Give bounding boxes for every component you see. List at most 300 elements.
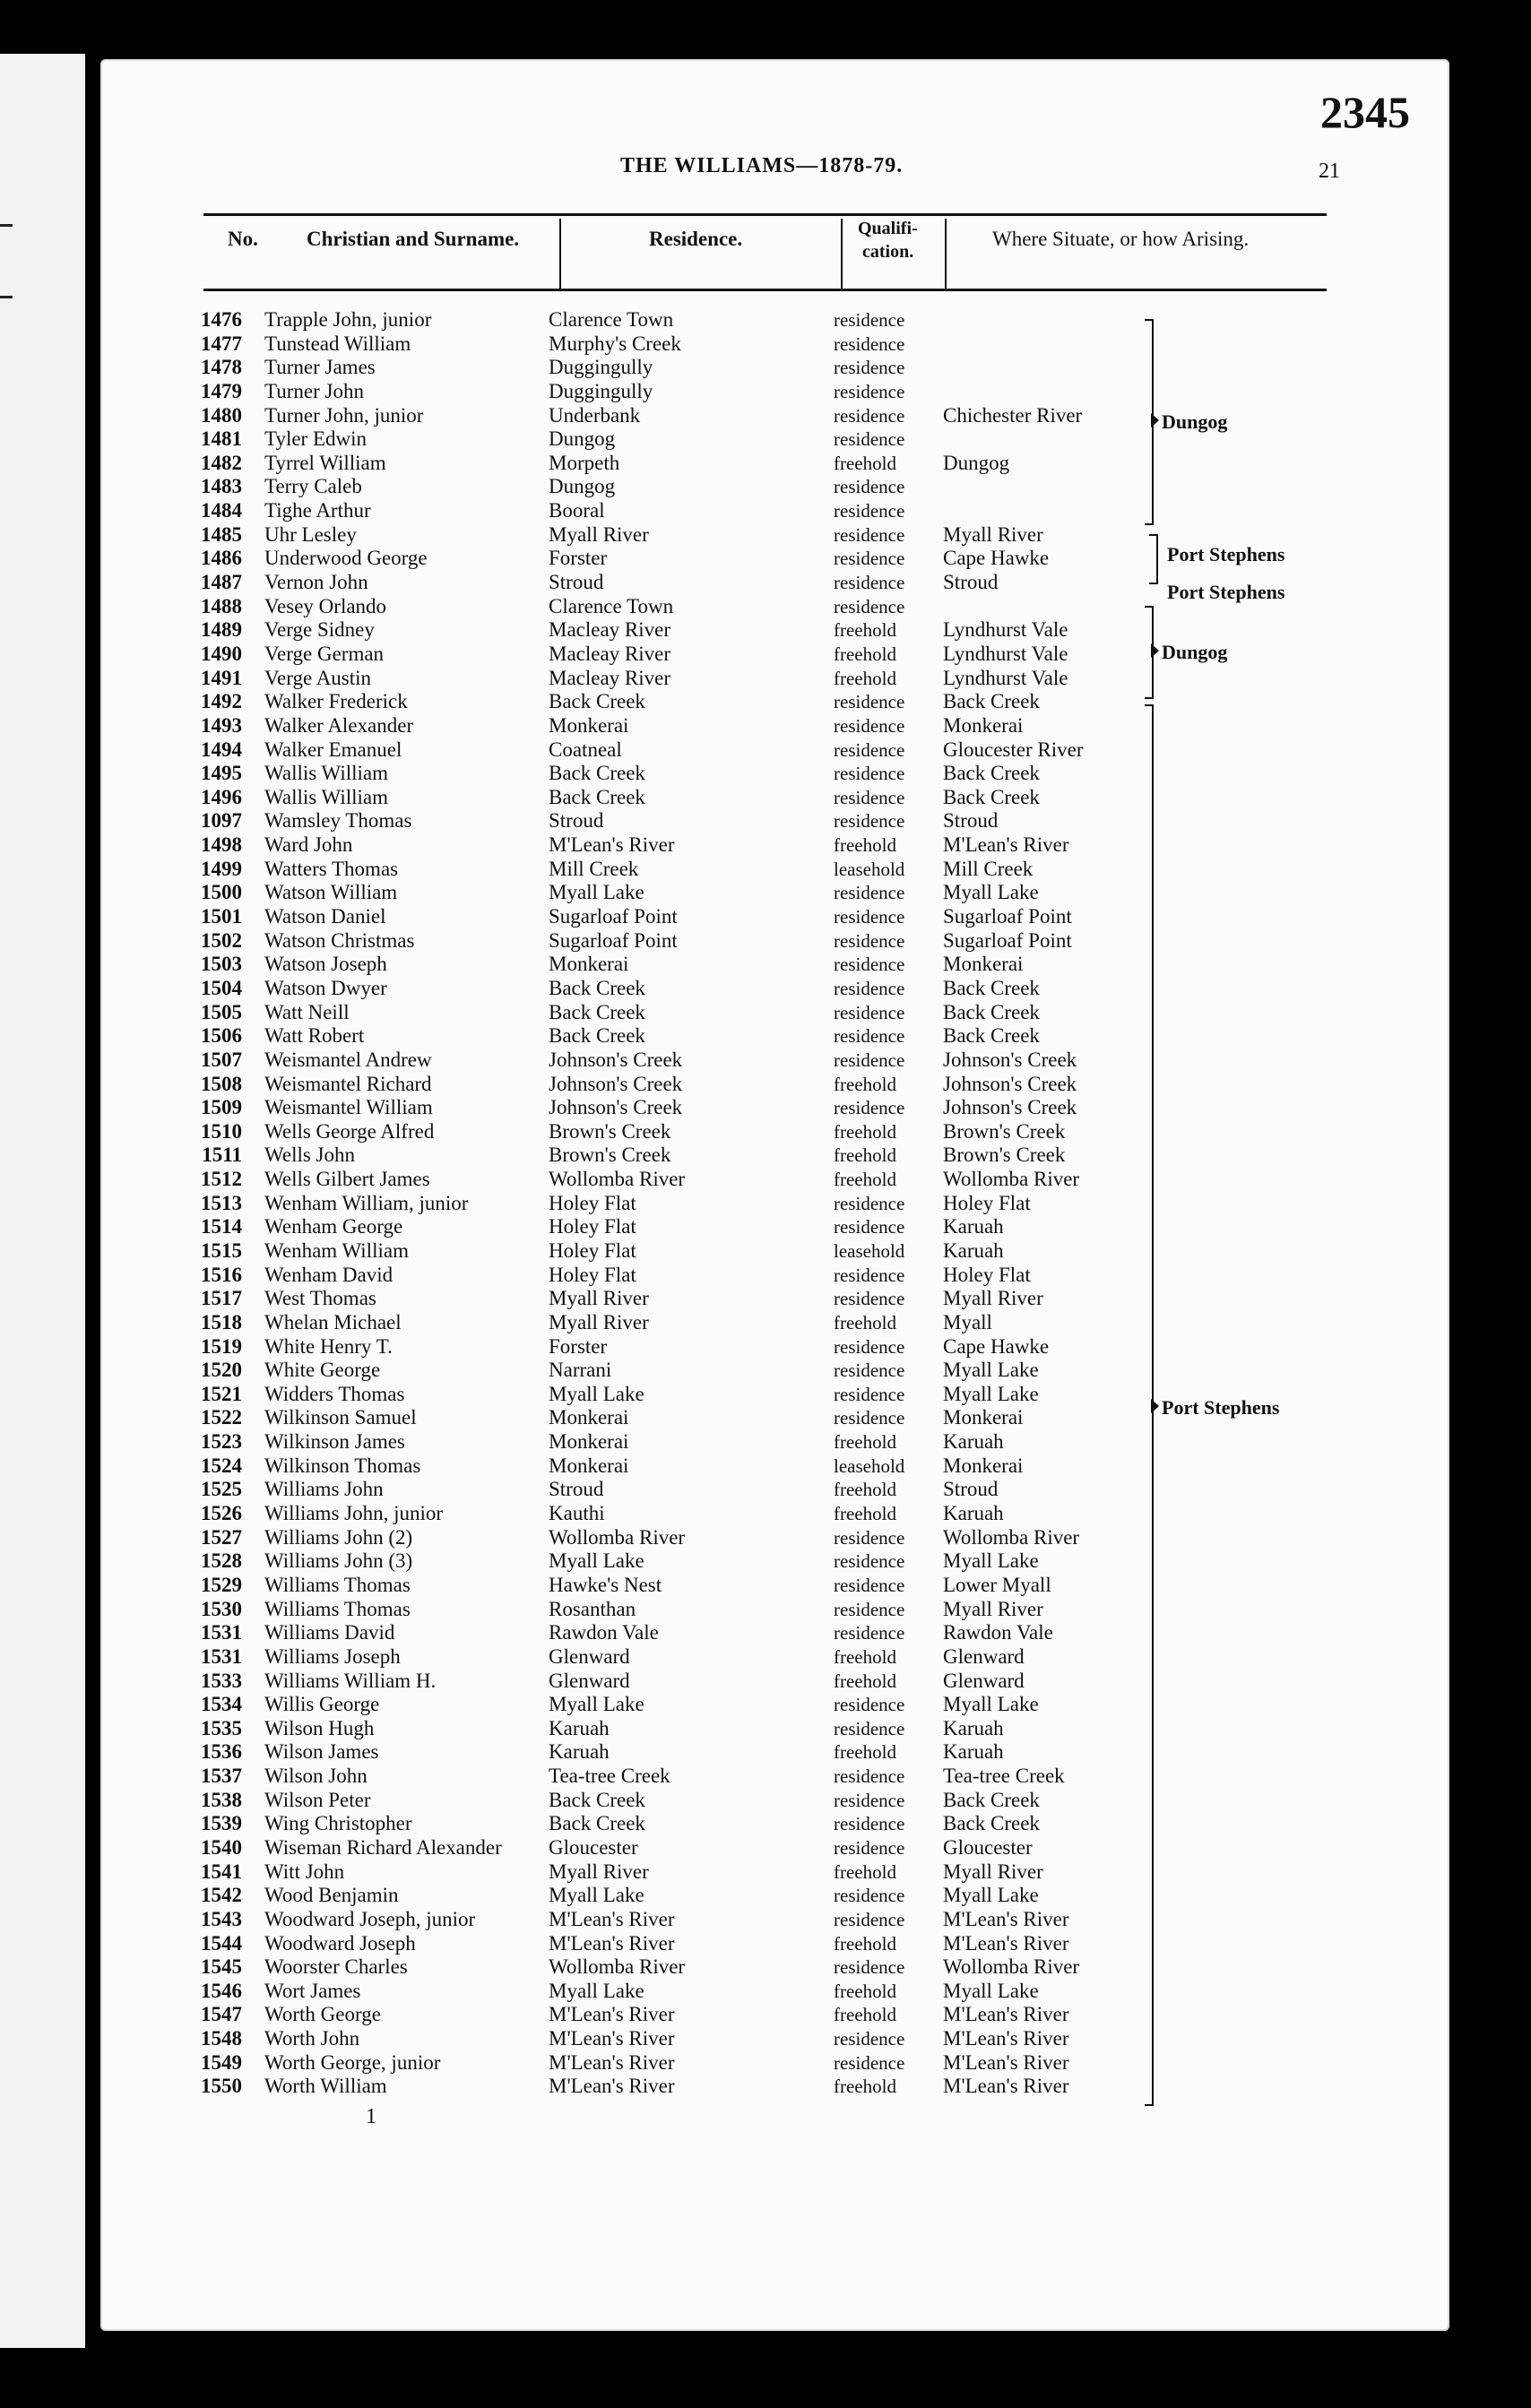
- entry-number: 1494: [201, 738, 242, 761]
- entry-qualification: residence: [834, 572, 905, 594]
- entry-number: 1485: [201, 522, 242, 546]
- entry-qualification: residence: [834, 309, 905, 331]
- entry-qualification: residence: [834, 1550, 905, 1573]
- district-brace: [1149, 534, 1158, 584]
- entry-residence: Wollomba River: [549, 1168, 686, 1191]
- entry-number: 1548: [201, 2027, 242, 2050]
- entry-number: 1528: [201, 1549, 242, 1573]
- sheet-number: 21: [1319, 160, 1340, 183]
- entry-where-situate: Lyndhurst Vale: [943, 618, 1068, 642]
- entry-name: Williams Joseph: [264, 1644, 401, 1668]
- header-no: No.: [228, 228, 258, 250]
- entry-where-situate: Stroud: [943, 1478, 999, 1501]
- entry-qualification: residence: [834, 714, 905, 737]
- entry-name: Uhr Lesley: [264, 522, 357, 546]
- entry-name: Wallis William: [264, 762, 388, 785]
- district-port-stephens: Port Stephens: [1162, 1396, 1280, 1419]
- entry-number: 1490: [201, 642, 242, 665]
- entry-where-situate: Johnson's Creek: [943, 1096, 1077, 1119]
- entry-residence: Johnson's Creek: [549, 1096, 683, 1119]
- entry-qualification: residence: [834, 882, 905, 904]
- entry-where-situate: Lower Myall: [943, 1573, 1051, 1596]
- entry-number: 1524: [201, 1454, 242, 1477]
- entry-where-situate: Mill Creek: [943, 857, 1034, 880]
- entry-qualification: freehold: [834, 1073, 896, 1095]
- entry-name: Woodward Joseph: [264, 1931, 416, 1955]
- entry-qualification: residence: [834, 977, 905, 999]
- entry-where-situate: M'Lean's River: [943, 1931, 1069, 1955]
- entry-number: 1529: [201, 1573, 242, 1596]
- column-divider: [559, 219, 561, 290]
- entry-residence: Myall Lake: [549, 881, 644, 904]
- entry-where-situate: M'Lean's River: [943, 2050, 1069, 2074]
- entry-qualification: residence: [834, 1837, 905, 1859]
- entry-number: 1521: [201, 1382, 242, 1405]
- entry-name: Watt Neill: [264, 1000, 350, 1023]
- entry-where-situate: Monkerai: [943, 1406, 1024, 1429]
- table-row: [100, 1264, 1449, 1288]
- table-row: [100, 1645, 1449, 1670]
- entry-qualification: residence: [834, 1622, 905, 1644]
- column-divider: [841, 219, 843, 290]
- brace-point: [1151, 1399, 1159, 1413]
- entry-number: 1510: [201, 1119, 242, 1143]
- entry-number: 1522: [201, 1406, 242, 1429]
- entry-qualification: residence: [834, 906, 905, 928]
- entry-residence: Back Creek: [549, 1788, 645, 1811]
- table-row: [100, 1001, 1449, 1025]
- entry-residence: Rawdon Vale: [549, 1621, 659, 1644]
- entry-name: Trapple John, junior: [264, 308, 432, 331]
- entry-number: 1484: [201, 499, 242, 522]
- entry-residence: Back Creek: [549, 1000, 645, 1023]
- entry-qualification: residence: [834, 1598, 905, 1620]
- entry-number: 1502: [201, 928, 242, 952]
- entry-name: Williams John (2): [264, 1525, 413, 1549]
- entry-where-situate: Myall River: [943, 522, 1043, 546]
- entry-number: 1511: [202, 1144, 242, 1167]
- entry-where-situate: Myall Lake: [943, 1884, 1039, 1907]
- entry-where-situate: Tea-tree Creek: [943, 1765, 1065, 1788]
- entry-where-situate: Glenward: [943, 1644, 1025, 1668]
- table-row: [100, 1502, 1449, 1526]
- entry-where-situate: Johnson's Creek: [943, 1048, 1077, 1071]
- table-row: [100, 1812, 1449, 1836]
- entry-qualification: residence: [834, 1574, 905, 1596]
- entry-residence: Myall River: [549, 1310, 649, 1333]
- entry-qualification: residence: [834, 763, 905, 785]
- table-row: [100, 1239, 1449, 1264]
- entry-name: Whelan Michael: [264, 1310, 402, 1333]
- entry-name: Wort James: [264, 1979, 361, 2002]
- entry-residence: Myall River: [549, 1860, 649, 1883]
- entry-qualification: residence: [834, 1335, 905, 1358]
- header-top-rule: [203, 213, 1327, 216]
- entry-where-situate: M'Lean's River: [943, 2003, 1069, 2026]
- table-row: [100, 833, 1449, 858]
- entry-number: 1493: [201, 713, 242, 737]
- entry-number: 1514: [201, 1215, 242, 1239]
- entry-qualification: residence: [834, 523, 905, 546]
- entry-where-situate: Sugarloaf Point: [943, 928, 1072, 952]
- entry-residence: Myall Lake: [549, 1382, 644, 1405]
- table-row: [100, 977, 1449, 1001]
- entry-qualification: residence: [834, 929, 905, 952]
- table-row: [100, 1311, 1449, 1335]
- entry-qualification: residence: [834, 1264, 905, 1286]
- entry-number: 1476: [201, 308, 242, 331]
- entry-residence: Clarence Town: [549, 308, 674, 331]
- entry-residence: Duggingully: [549, 379, 653, 402]
- entry-qualification: freehold: [834, 619, 896, 642]
- entry-name: White George: [264, 1359, 381, 1382]
- header-name: Christian and Surname.: [307, 228, 520, 250]
- table-row: [100, 356, 1449, 380]
- entry-where-situate: Back Creek: [943, 1024, 1040, 1048]
- entry-number: 1533: [201, 1669, 242, 1692]
- entry-residence: Sugarloaf Point: [549, 905, 678, 928]
- entry-number: 1534: [201, 1693, 242, 1716]
- entry-qualification: freehold: [834, 1431, 896, 1454]
- entry-qualification: residence: [834, 786, 905, 808]
- entry-where-situate: Glenward: [943, 1669, 1025, 1692]
- district-dungog: Dungog: [1162, 641, 1228, 663]
- entry-where-situate: Myall: [943, 1310, 992, 1333]
- entry-qualification: residence: [834, 1216, 905, 1239]
- entry-number: 1489: [201, 618, 242, 642]
- entry-residence: Back Creek: [549, 976, 645, 999]
- entry-where-situate: M'Lean's River: [943, 2027, 1069, 2050]
- table-row: [100, 858, 1449, 882]
- entry-residence: Stroud: [549, 1478, 604, 1501]
- entry-where-situate: Karuah: [943, 1430, 1004, 1454]
- entry-residence: Monkerai: [549, 1430, 629, 1454]
- entry-qualification: residence: [834, 404, 905, 427]
- entry-residence: Myall Lake: [549, 1693, 644, 1716]
- entry-number: 1542: [201, 1884, 242, 1907]
- entry-qualification: freehold: [834, 1670, 896, 1692]
- table-row: [100, 404, 1449, 428]
- entry-name: Wenham George: [264, 1215, 403, 1239]
- entry-residence: Duggingully: [549, 356, 653, 379]
- entry-number: 1486: [201, 547, 242, 570]
- entry-qualification: residence: [834, 1526, 905, 1549]
- entry-qualification: freehold: [834, 1479, 896, 1501]
- entry-name: Williams Thomas: [264, 1597, 411, 1620]
- table-row: [100, 1024, 1449, 1049]
- entry-qualification: residence: [834, 2051, 905, 2074]
- entry-number: 1516: [201, 1263, 242, 1286]
- entry-name: West Thomas: [264, 1287, 376, 1310]
- entry-where-situate: Myall River: [943, 1860, 1043, 1883]
- entry-residence: Coatneal: [549, 738, 622, 761]
- entry-qualification: residence: [834, 1383, 905, 1405]
- facing-page-edge: [0, 54, 85, 2348]
- entry-residence: Stroud: [549, 809, 604, 833]
- entry-number: 1498: [201, 833, 242, 857]
- table-row: [100, 929, 1449, 954]
- entry-residence: Dungog: [549, 475, 616, 498]
- entry-residence: Holey Flat: [549, 1191, 636, 1214]
- entry-where-situate: Gloucester River: [943, 738, 1084, 761]
- margin-mark: [0, 224, 13, 227]
- entry-residence: Mill Creek: [549, 857, 639, 880]
- table-row: [100, 1932, 1449, 1956]
- entry-qualification: freehold: [834, 1932, 896, 1955]
- entry-number: 1483: [201, 475, 242, 498]
- entry-where-situate: Myall Lake: [943, 1693, 1039, 1716]
- entry-number: 1487: [201, 571, 242, 594]
- table-row: [100, 738, 1449, 763]
- entry-qualification: freehold: [834, 1169, 896, 1191]
- table-row: [100, 1144, 1449, 1168]
- brace-point: [1151, 643, 1159, 658]
- entry-residence: Glenward: [549, 1669, 630, 1692]
- entry-qualification: residence: [834, 1765, 905, 1788]
- entry-name: Watt Robert: [264, 1024, 365, 1048]
- entry-number: 1530: [201, 1597, 242, 1620]
- entry-qualification: residence: [834, 1407, 905, 1429]
- entry-qualification: freehold: [834, 1120, 896, 1143]
- entry-name: Willis George: [264, 1693, 380, 1716]
- entry-name: Wilson James: [264, 1740, 379, 1764]
- entry-number: 1539: [201, 1812, 242, 1835]
- entry-where-situate: Karuah: [943, 1215, 1004, 1239]
- entry-qualification: freehold: [834, 1144, 896, 1167]
- entry-residence: M'Lean's River: [549, 2027, 675, 2050]
- entry-number: 1549: [201, 2050, 242, 2074]
- entry-where-situate: Rawdon Vale: [943, 1621, 1053, 1644]
- entry-qualification: residence: [834, 595, 905, 617]
- entry-number: 1481: [201, 427, 242, 451]
- entry-where-situate: Myall River: [943, 1287, 1043, 1310]
- entry-qualification: freehold: [834, 1860, 896, 1883]
- entry-where-situate: Cape Hawke: [943, 547, 1050, 570]
- entry-name: Wing Christopher: [264, 1812, 412, 1835]
- entry-qualification: residence: [834, 1288, 905, 1310]
- entry-qualification: residence: [834, 691, 905, 713]
- entry-residence: Monkerai: [549, 1454, 629, 1477]
- table-row: [100, 308, 1449, 332]
- entry-where-situate: M'Lean's River: [943, 2075, 1069, 2098]
- entry-number: 1547: [201, 2003, 242, 2026]
- table-row: [100, 499, 1449, 523]
- entry-name: Worth George, junior: [264, 2050, 441, 2074]
- entry-number: 1543: [201, 1907, 242, 1930]
- entry-residence: Forster: [549, 1334, 608, 1358]
- table-row: [100, 1430, 1449, 1454]
- table-row: [100, 1836, 1449, 1860]
- entry-name: Watson William: [264, 881, 398, 904]
- table-row: [100, 881, 1449, 905]
- entry-number: 1503: [201, 953, 242, 976]
- entry-where-situate: Sugarloaf Point: [943, 905, 1072, 928]
- entry-where-situate: Myall River: [943, 1597, 1043, 1620]
- entry-qualification: residence: [834, 548, 905, 570]
- entry-qualification: residence: [834, 1885, 905, 1907]
- entry-residence: Dungog: [549, 427, 616, 451]
- register-page: [100, 59, 1449, 2331]
- entry-number: 1477: [201, 332, 242, 355]
- entry-number: 1537: [201, 1765, 242, 1788]
- table-row: [100, 762, 1449, 786]
- entry-where-situate: Karuah: [943, 1716, 1004, 1739]
- entry-number: 1515: [201, 1239, 242, 1262]
- entry-name: Turner James: [264, 356, 376, 379]
- entry-number: 1550: [201, 2075, 242, 2098]
- entry-qualification: freehold: [834, 1503, 896, 1525]
- table-row: [100, 905, 1449, 929]
- table-row: [100, 427, 1449, 452]
- entry-name: Widders Thomas: [264, 1382, 405, 1405]
- entry-where-situate: Wollomba River: [943, 1168, 1080, 1191]
- entry-where-situate: Back Creek: [943, 1000, 1040, 1023]
- entry-residence: Underbank: [549, 403, 641, 427]
- entry-number: 1491: [201, 666, 242, 689]
- entry-number: 1540: [201, 1836, 242, 1859]
- entry-qualification: residence: [834, 380, 905, 402]
- entry-number: 1519: [201, 1334, 242, 1358]
- entry-where-situate: Myall Lake: [943, 1359, 1039, 1382]
- entry-qualification: leasehold: [834, 1454, 905, 1477]
- entry-number: 1538: [201, 1788, 242, 1811]
- entry-residence: Sugarloaf Point: [549, 928, 678, 952]
- entry-qualification: freehold: [834, 2004, 896, 2026]
- table-row: [100, 1574, 1449, 1598]
- table-row: [100, 1693, 1449, 1717]
- entry-number: 1488: [201, 594, 242, 617]
- entry-qualification: freehold: [834, 834, 896, 857]
- entry-name: Wallis William: [264, 785, 388, 808]
- entry-where-situate: Back Creek: [943, 785, 1040, 808]
- entry-where-situate: Karuah: [943, 1502, 1004, 1525]
- entry-residence: Booral: [549, 499, 605, 522]
- entry-qualification: residence: [834, 357, 905, 379]
- entry-name: Williams William H.: [264, 1669, 437, 1692]
- entry-number: 1517: [201, 1287, 242, 1310]
- entry-number: 1531: [201, 1621, 242, 1644]
- entry-number: 1535: [201, 1716, 242, 1739]
- table-row: [100, 1955, 1449, 1980]
- table-row: [100, 1549, 1449, 1574]
- entry-residence: Brown's Creek: [549, 1144, 671, 1167]
- table-row: [100, 1980, 1449, 2004]
- entry-name: Williams John: [264, 1478, 384, 1501]
- entry-where-situate: Cape Hawke: [943, 1334, 1050, 1358]
- entry-qualification: freehold: [834, 667, 896, 689]
- table-row: [100, 1049, 1449, 1073]
- table-row: [100, 1287, 1449, 1311]
- entry-name: Turner John: [264, 379, 364, 402]
- entry-residence: Back Creek: [549, 785, 645, 808]
- entry-residence: M'Lean's River: [549, 833, 675, 857]
- entry-name: Wilson Peter: [264, 1788, 371, 1811]
- table-row: [100, 1120, 1449, 1144]
- entry-name: Wells Gilbert James: [264, 1168, 430, 1191]
- entry-where-situate: Karuah: [943, 1740, 1004, 1764]
- entry-qualification: freehold: [834, 643, 896, 665]
- table-row: [100, 618, 1449, 643]
- entry-residence: Myall Lake: [549, 1884, 644, 1907]
- entry-qualification: residence: [834, 1049, 905, 1071]
- entry-where-situate: Myall Lake: [943, 1382, 1039, 1405]
- entry-residence: Back Creek: [549, 762, 645, 785]
- entry-qualification: leasehold: [834, 1239, 905, 1262]
- entry-name: Wood Benjamin: [264, 1884, 399, 1907]
- entry-qualification: residence: [834, 1359, 905, 1382]
- table-row: [100, 1215, 1449, 1239]
- entry-residence: Back Creek: [549, 1024, 645, 1048]
- entry-residence: Macleay River: [549, 666, 671, 689]
- entry-residence: Morpeth: [549, 451, 620, 474]
- entry-residence: Myall River: [549, 1287, 649, 1310]
- entry-name: Wells George Alfred: [264, 1119, 435, 1143]
- signature-mark: 1: [366, 2105, 376, 2128]
- entry-qualification: residence: [834, 476, 905, 498]
- entry-where-situate: Back Creek: [943, 976, 1040, 999]
- entry-number: 1492: [201, 690, 242, 713]
- entry-residence: Johnson's Creek: [549, 1072, 683, 1095]
- entry-name: Verge German: [264, 642, 385, 665]
- entry-residence: Forster: [549, 547, 608, 570]
- entry-name: Wilkinson Thomas: [264, 1454, 421, 1477]
- table-row: [100, 1598, 1449, 1622]
- entry-residence: Tea-tree Creek: [549, 1765, 670, 1788]
- entry-qualification: freehold: [834, 1645, 896, 1668]
- entry-where-situate: Dungog: [943, 451, 1010, 474]
- entry-name: Weismantel William: [264, 1096, 433, 1119]
- page-number: 2345: [1320, 87, 1410, 137]
- table-row: [100, 643, 1449, 667]
- entry-residence: Wollomba River: [549, 1525, 686, 1549]
- entry-number: 1545: [201, 1955, 242, 1979]
- entry-name: Wilkinson James: [264, 1430, 405, 1454]
- entry-number: 1500: [201, 881, 242, 904]
- entry-qualification: residence: [834, 428, 905, 451]
- entry-where-situate: Holey Flat: [943, 1263, 1031, 1286]
- entry-residence: Myall Lake: [549, 1979, 644, 2002]
- entry-name: Vesey Orlando: [264, 594, 387, 617]
- entry-qualification: residence: [834, 500, 905, 522]
- entry-qualification: residence: [834, 1694, 905, 1716]
- header-bottom-rule: [203, 289, 1327, 291]
- entry-residence: Monkerai: [549, 953, 629, 976]
- table-row: [100, 1740, 1449, 1765]
- entry-where-situate: Wollomba River: [943, 1525, 1080, 1549]
- header-qualification-2: cation.: [862, 242, 914, 262]
- entry-residence: Hawke's Nest: [549, 1573, 662, 1596]
- table-row: [100, 1192, 1449, 1216]
- entry-residence: Karuah: [549, 1716, 610, 1739]
- entry-number: 1479: [201, 379, 242, 402]
- table-row: [100, 1717, 1449, 1741]
- entry-where-situate: Lyndhurst Vale: [943, 642, 1068, 665]
- entry-name: Underwood George: [264, 547, 428, 570]
- entry-where-situate: Myall Lake: [943, 1979, 1039, 2002]
- entry-residence: Macleay River: [549, 642, 671, 665]
- table-row: [100, 690, 1449, 714]
- entry-residence: Murphy's Creek: [549, 332, 681, 355]
- table-row: [100, 1765, 1449, 1789]
- district-port-stephens: Port Stephens: [1167, 543, 1285, 565]
- entry-number: 1509: [201, 1096, 242, 1119]
- entry-qualification: residence: [834, 954, 905, 976]
- entry-number: 1507: [201, 1048, 242, 1071]
- table-row: [100, 1884, 1449, 1908]
- entry-name: Weismantel Richard: [264, 1072, 432, 1095]
- entry-number: 1495: [201, 762, 242, 785]
- entry-where-situate: M'Lean's River: [943, 833, 1069, 857]
